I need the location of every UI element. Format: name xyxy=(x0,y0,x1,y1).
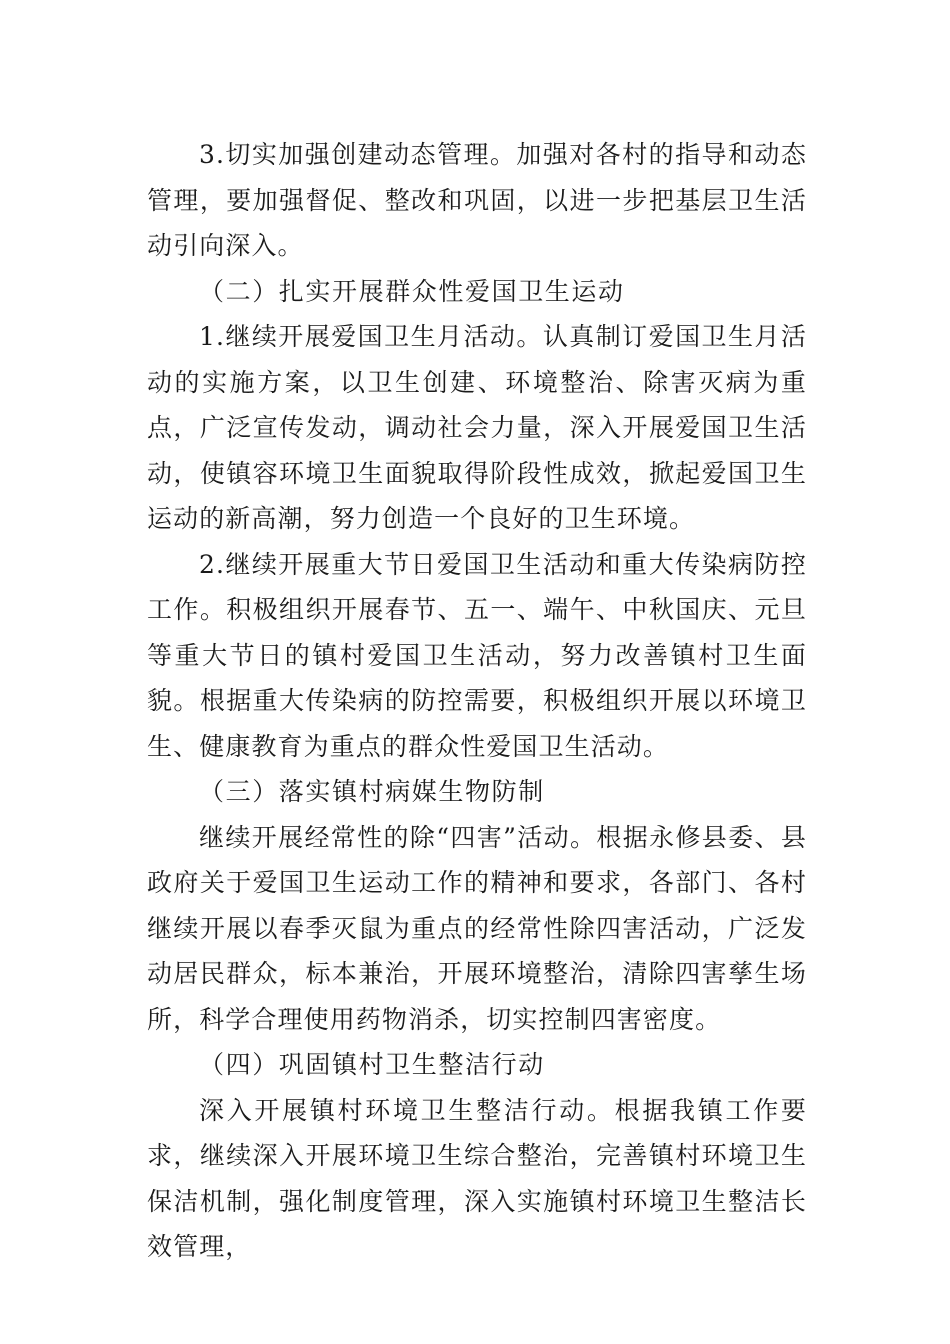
paragraph-health-month: 1.继续开展爱国卫生月活动。认真制订爱国卫生月活动的实施方案，以卫生创建、环境整治、除害灭病为重点，广泛宣传发动，调动社会力量，深入开展爱国卫生活动，使镇容环境卫生面貌取得阶段性成效，掀起爱国卫生运动的新高潮，努力创造一个良好的卫生环境。 xyxy=(147,322,807,533)
section-heading-2: （二）扎实开展群众性爱国卫生运动 xyxy=(199,276,625,306)
paragraph-cleanliness-action: 深入开展镇村环境卫生整洁行动。根据我镇工作要求，继续深入开展环境卫生综合整治，完善镇村环境卫生保洁机制，强化制度管理，深入实施镇村环境卫生整洁长效管理， xyxy=(147,1095,807,1261)
paragraph-pest-control: 继续开展经常性的除“四害”活动。根据永修县委、县政府关于爱国卫生运动工作的精神和要求，各部门、各村继续开展以春季灭鼠为重点的经常性除四害活动，广泛发动居民群众，标本兼治，开展环境整治，清除四害孳生场所，科学合理使用药物消杀，切实控制四害密度。 xyxy=(147,822,807,1034)
document-body xyxy=(147,132,807,1270)
paragraph-holiday-activities: 2.继续开展重大节日爱国卫生活动和重大传染病防控工作。积极组织开展春节、五一、端午、中秋国庆、元旦等重大节日的镇村爱国卫生活动，努力改善镇村卫生面貌。根据重大传染病的防控需要，积极组织开展以环境卫生、健康教育为重点的群众性爱国卫生活动。 xyxy=(147,549,807,761)
section-heading-3: （三）落实镇村病媒生物防制 xyxy=(199,777,545,806)
paragraph-dynamic-management: 3.切实加强创建动态管理。加强对各村的指导和动态管理，要加强督促、整改和巩固，以进一步把基层卫生活动引向深入。 xyxy=(147,140,807,260)
section-heading-4: （四）巩固镇村卫生整洁行动 xyxy=(199,1050,545,1079)
